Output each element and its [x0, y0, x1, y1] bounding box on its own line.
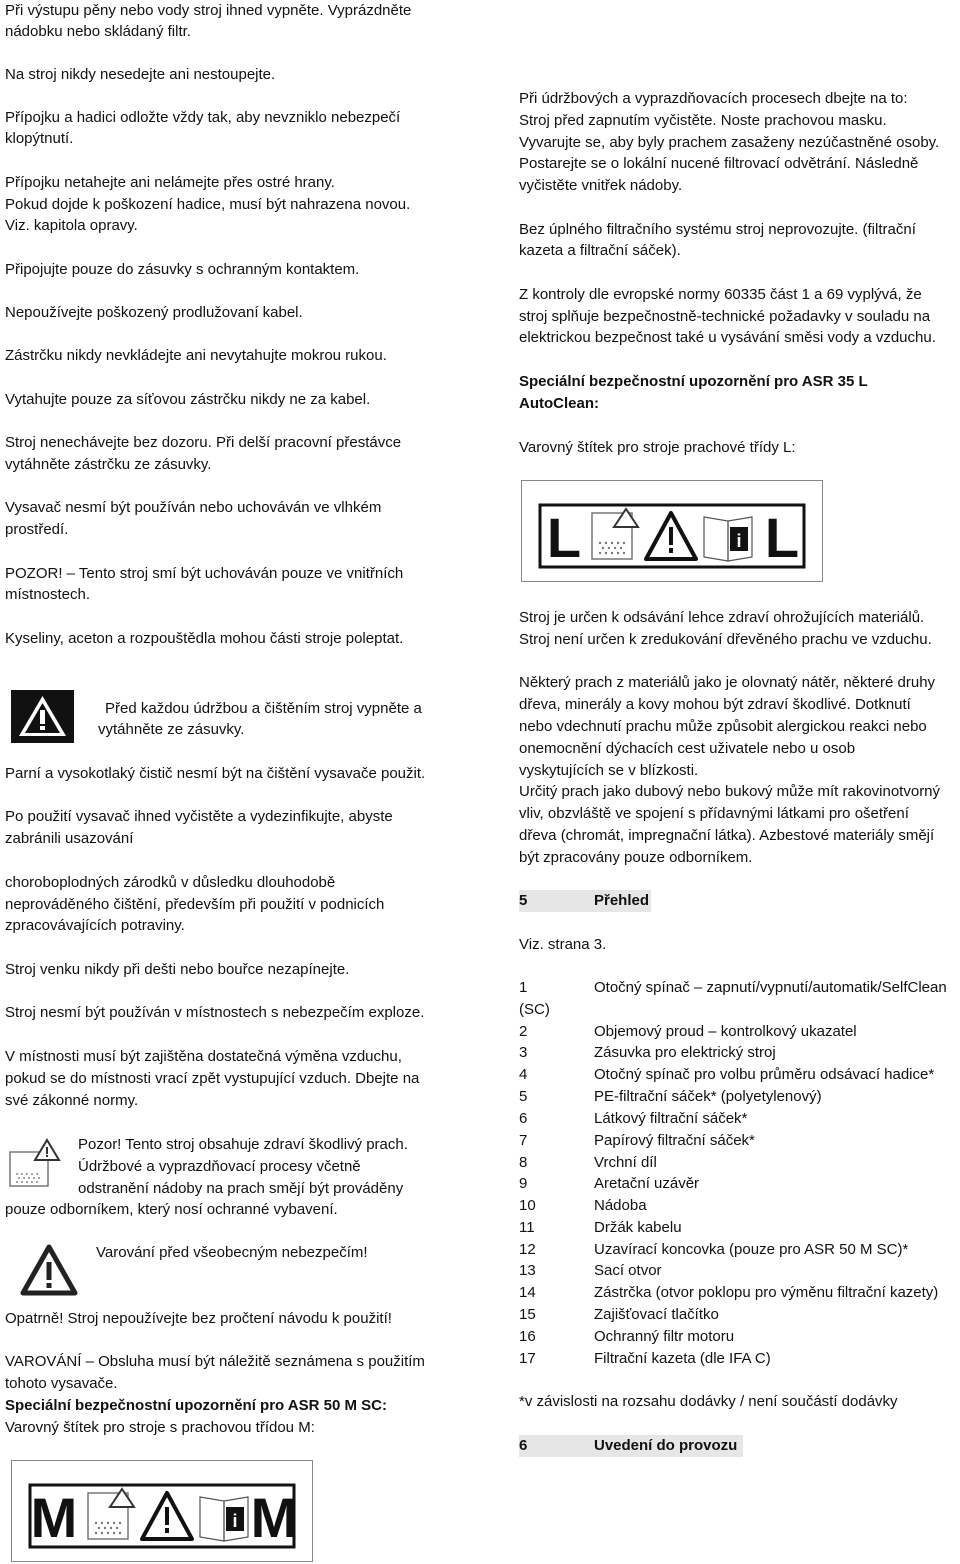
general-danger-icon [20, 1244, 78, 1303]
dust-hazard-icon [9, 1138, 61, 1195]
para-germs-1: choroboplodných zárodků v důsledku dlouhodobě [5, 874, 336, 891]
para-indoor-1: POZOR! – Tento stroj smí být uchováván pouze ve vnitřních [5, 565, 404, 582]
para-harmful-dust-4: pouze odborníkem, který nosí ochranné vybavení. [5, 1201, 338, 1218]
para-filter-system-1: Bez úplného filtračního systému stroj neprovozujte. (filtrační [519, 221, 916, 238]
label-m-letter-left: M [30, 1486, 78, 1549]
para-steam-cleaner: Parní a vysokotlaký čistič nesmí být na čištění vysavače použit. [5, 765, 426, 782]
para-dust-health-9: být zpracovány pouze odborníkem. [519, 849, 753, 866]
dust-class-m-label [11, 1460, 313, 1562]
para-pull-plug: Vytahujte pouze za síťovou zástrčku nikdy ne za kabel. [5, 391, 371, 408]
para-humid-2: prostředí. [5, 521, 69, 538]
svg-text:i: i [232, 1511, 238, 1531]
para-acids: Kyseliny, aceton a rozpouštědla mohou části stroje poleptat. [5, 630, 404, 647]
para-do-not-sit: Na stroj nikdy nesedejte ani nestoupejte. [5, 66, 276, 83]
para-read-manual: Opatrně! Stroj nepoužívejte bez pročtení návodu k použití! [5, 1310, 392, 1327]
para-explosion: Stroj nesmí být používán v místnostech s nebezpečím exploze. [5, 1004, 425, 1021]
para-unattended-2: vytáhněte zástrčku ze zásuvky. [5, 456, 212, 473]
para-extension-cable: Nepoužívejte poškozený prodlužovaní kabel. [5, 304, 303, 321]
para-sharp-edges-1: Přípojku netahejte ani nelámejte přes ostré hrany. [5, 174, 335, 191]
section-5-title: Přehled [594, 892, 650, 909]
para-maintenance-3: Vyvarujte se, aby byly prachem zasaženy nezúčastněné osoby. [519, 134, 940, 151]
para-harmful-dust-1: Pozor! Tento stroj obsahuje zdraví škodlivý prach. [78, 1136, 408, 1153]
para-dust-health-2: dřeva, minerály a kovy mohou být zdraví škodlivé. Dotknutí [519, 696, 911, 713]
label-m-letter-right: M [250, 1486, 298, 1549]
para-hose-trip-1: Přípojku a hadici odložte vždy tak, aby nevzniklo nebezpečí [5, 109, 401, 126]
para-operator-warning-2: tohoto vysavače. [5, 1375, 118, 1392]
para-foam-water-1: Při výstupu pěny nebo vody stroj ihned vypněte. Vyprázdněte [5, 2, 412, 19]
section-5-heading [519, 890, 651, 912]
para-general-danger: Varování před všeobecným nebezpečím! [96, 1244, 368, 1261]
section-5-number: 5 [519, 892, 528, 909]
para-dust-health-8: dřeva (chromát, impregnační látka). Azbestové materiály smějí [519, 827, 935, 844]
section-6-number: 6 [519, 1437, 528, 1454]
para-rain: Stroj venku nikdy při dešti nebo bouřce nezapínejte. [5, 961, 350, 978]
para-clean-after-1: Po použití vysavač ihned vyčistěte a vydezinfikujte, abyste [5, 808, 393, 825]
para-maintenance-off-2: vytáhněte ze zásuvky. [98, 721, 245, 738]
section-6-title: Uvedení do provozu [594, 1437, 738, 1454]
para-air-exchange-2: pokud se do místnosti vrací zpět vystupující vzduch. Dbejte na [5, 1070, 420, 1087]
para-harmful-dust-2: Údržbové a vyprazdňovací procesy včetně [78, 1158, 361, 1175]
para-intended-use-2: Stroj není určen k zredukování dřevěného prachu ve vzduchu. [519, 631, 932, 648]
para-unattended-1: Stroj nenechávejte bez dozoru. Při delší pracovní přestávce [5, 434, 402, 451]
para-sharp-edges-3: Viz. kapitola opravy. [5, 217, 138, 234]
para-dust-health-7: vliv, obzvláště ve spojení s přídavnými látkami pro ošetření [519, 805, 909, 822]
para-germs-3: zpracovávajících potraviny. [5, 917, 185, 934]
para-maintenance-5: vyčistěte vnitřek nádoby. [519, 177, 683, 194]
para-humid-1: Vysavač nesmí být používán nebo uchováván ve vlhkém [5, 499, 382, 516]
para-dust-health-1: Některý prach z materiálů jako je olovnatý nátěr, některé druhy [519, 674, 936, 691]
heading-asr35-2: AutoClean: [519, 395, 599, 412]
para-germs-2: neprováděného čištění, především při použití v podnicích [5, 896, 385, 913]
para-norm-2: stroj splňuje bezpečnostně-technické požadavky v souladu na [519, 308, 931, 325]
para-hose-trip-2: klopýtnutí. [5, 130, 74, 147]
para-intended-use-1: Stroj je určen k odsávání lehce zdraví ohrožujících materiálů. [519, 609, 925, 626]
para-sharp-edges-2: Pokud dojde k poškození hadice, musí být nahrazena novou. [5, 196, 411, 213]
parts-footnote: *v závislosti na rozsahu dodávky / není součástí dodávky [519, 1393, 898, 1410]
para-dust-health-6: Určitý prach jako dubový nebo bukový může mít rakovinotvorný [519, 783, 941, 800]
dust-class-l-label [521, 480, 823, 582]
heading-asr50: Speciální bezpečnostní upozornění pro ASR 50 M SC: [5, 1397, 387, 1414]
para-norm-3: elektrickou bezpečnost také u vysávání směsi vody a vzduchu. [519, 329, 936, 346]
para-label-m: Varovný štítek pro stroje s prachovou třídou M: [5, 1419, 315, 1436]
para-harmful-dust-3: odstranění nádoby na prach smějí být prováděny [78, 1180, 404, 1197]
para-label-l: Varovný štítek pro stroje prachové třídy L: [519, 439, 796, 456]
svg-text:i: i [736, 531, 742, 551]
para-clean-after-2: zabránili usazování [5, 830, 134, 847]
para-operator-warning-1: VAROVÁNÍ – Obsluha musí být náležitě seznámena s použitím [5, 1353, 425, 1370]
warning-icon [11, 690, 74, 750]
para-indoor-2: místnostech. [5, 586, 91, 603]
section-6-heading [519, 1435, 743, 1457]
para-dust-health-3: nebo vdechnutí prachu může způsobit alergickou reakci nebo [519, 718, 927, 735]
para-foam-water-2: nádobku nebo skládaný filtr. [5, 23, 191, 40]
para-wet-hand: Zástrčku nikdy nevkládejte ani nevytahujte mokrou rukou. [5, 347, 387, 364]
para-air-exchange-3: své zákonné normy. [5, 1092, 139, 1109]
label-l-letter-left: L [546, 506, 582, 569]
para-see-page: Viz. strana 3. [519, 936, 607, 953]
para-maintenance-off-1: Před každou údržbou a čištěním stroj vypněte a [105, 700, 422, 717]
para-dust-health-4: onemocnění dýchacích cest uživatele nebo u osob [519, 740, 856, 757]
para-air-exchange-1: V místnosti musí být zajištěna dostatečná výměna vzduchu, [5, 1048, 402, 1065]
para-maintenance-4: Postarejte se o lokální nucené filtrovací odvětrání. Následně [519, 155, 919, 172]
para-dust-health-5: vyskytujících se v blízkosti. [519, 762, 699, 779]
heading-asr35-1: Speciální bezpečnostní upozornění pro ASR 35 L [519, 373, 868, 390]
para-maintenance-1: Při údržbových a vyprazdňovacích procesech dbejte na to: [519, 90, 908, 107]
para-filter-system-2: kazeta a filtrační sáček). [519, 242, 681, 259]
label-l-letter-right: L [764, 506, 800, 569]
para-protective-socket: Připojujte pouze do zásuvky s ochranným kontaktem. [5, 261, 360, 278]
para-norm-1: Z kontroly dle evropské normy 60335 část 1 a 69 vyplývá, že [519, 286, 922, 303]
para-maintenance-2: Stroj před zapnutím vyčistěte. Noste prachovou masku. [519, 112, 887, 129]
